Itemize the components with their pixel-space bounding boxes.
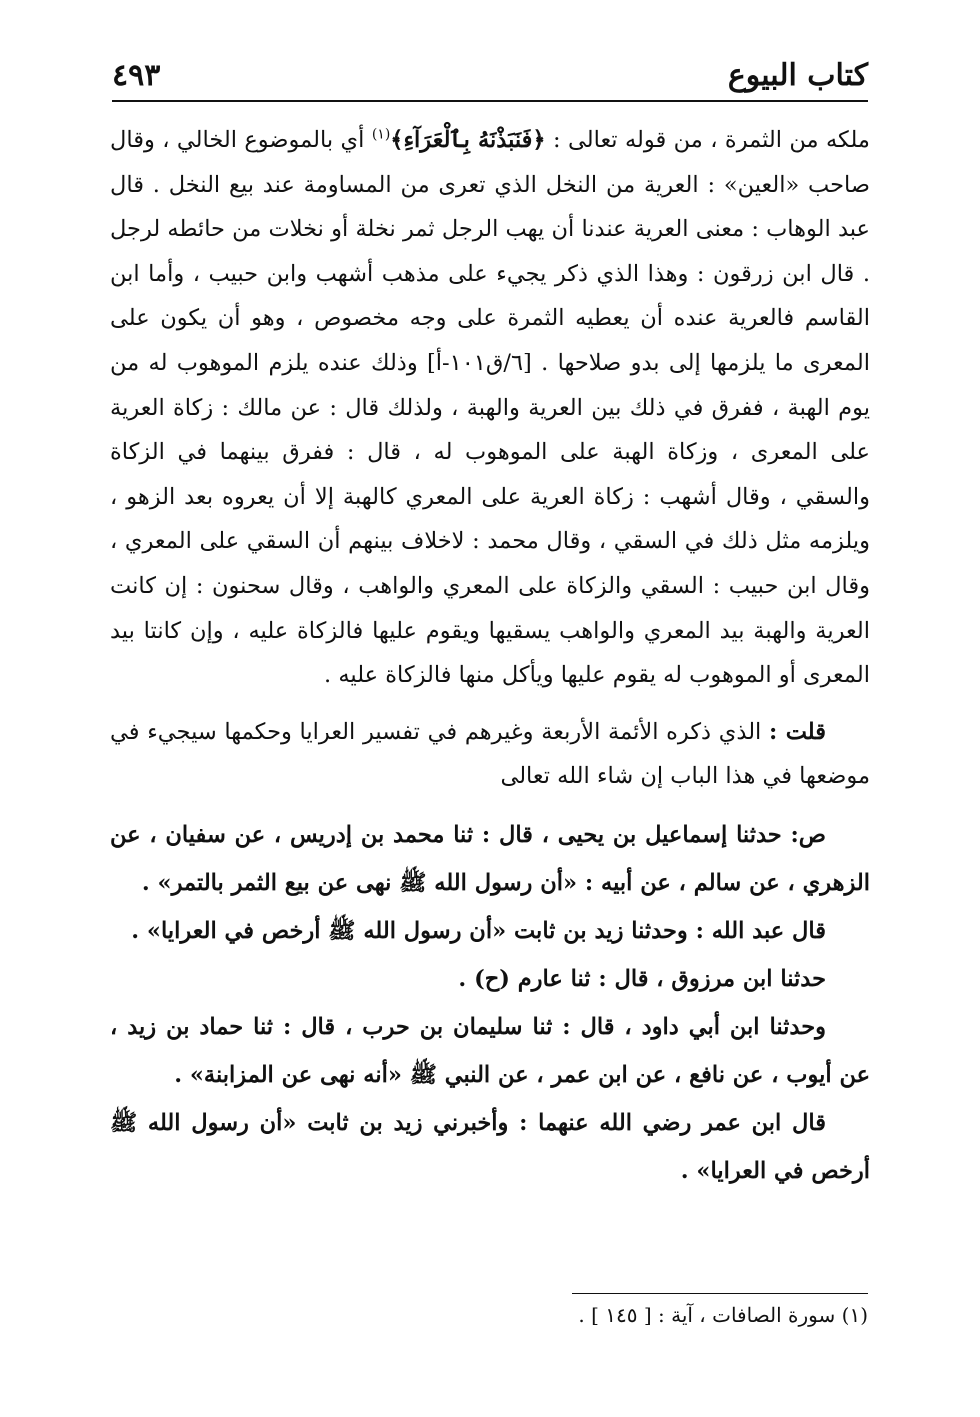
- note-label: قلت :: [769, 718, 827, 745]
- note-paragraph: [110, 710, 870, 799]
- commentary-paragraph: [110, 118, 870, 698]
- paragraph-lead: ملكه من الثمرة ، من قوله تعالى :: [545, 127, 870, 153]
- hadith-paragraph: [110, 811, 870, 907]
- page-body: [110, 118, 870, 1195]
- paragraph-gap: [110, 799, 870, 811]
- footnote-separator: [572, 1293, 868, 1294]
- hadith-paragraph: قال عبد الله : وحدثنا زيد بن ثابت «أن رسول الله ﷺ أرخص في العرايا» .: [131, 917, 826, 944]
- footnote: (١) سورة الصافات ، آية : [ ١٤٥ ] .: [578, 1303, 868, 1327]
- header-rule: [112, 100, 868, 102]
- page-number: ٤٩٣: [112, 58, 161, 93]
- note-text: الذي ذكره الأئمة الأربعة وغيرهم في تفسير العرايا وحكمها سيجيء في موضعها في هذا الباب إن شاء الله تعالى: [110, 718, 870, 790]
- paragraph-text: أي بالموضوع الخالي ، وقال صاحب «العين» : العرية من النخل الذي تعرى من المساومة عند بيع النخل . قال عبد الوهاب : معنى العرية عندنا أن يهب الرجل ثمر نخلة أو نخلات من حائطه لرجل . قال ابن زرقون : وهذا الذي ذكر يجيء على مذهب أشهب وابن حبيب ، وأما ابن القاسم فالعرية عنده أن يعطيه الثمرة على وجه مخصوص ، وهو أن يكون على المعرى ما يلزمها إلى بدو صلاحها . [٦/ق١٠١-أ] وذلك عنده يلزم الموهوب له من يوم الهبة ، ففرق في ذلك بين العرية والهبة ، ولذلك قال : عن مالك : زكاة العرية على المعرى ، وزكاة الهبة على الموهوب له ، قال : ففرق بينهما في الزكاة والسقي ، وقال أشهب : زكاة العرية على المعري كالهبة إلا أن يعروه بعد الزهو ، ويلزمه مثل ذلك في السقي ، وقال محمد : لاخلاف بينهم أن السقي على المعري ، وقال ابن حبيب : السقي والزكاة على المعري والواهب ، وقال سحنون : إن كانت العرية والهبة بيد المعري والواهب يسقيها ويقوم عليها فالزكاة عليه ، وإن كانتا بيد المعرى أو الموهوب له يقوم عليها ويأكل منها فالزكاة عليه .: [110, 127, 870, 689]
- hadith-label: ص:: [790, 821, 826, 848]
- hadith-paragraph: وحدثنا ابن أبي داود ، قال : ثنا سليمان بن حرب ، قال : ثنا حماد بن زيد ، عن أيوب ، عن نافع ، عن ابن عمر ، عن النبي ﷺ «أنه نهى عن المزابنة» .: [110, 1013, 870, 1088]
- hadith-paragraph: قال ابن عمر رضي الله عنهما : وأخبرني زيد بن ثابت «أن رسول الله ﷺ أرخص في العرايا» .: [110, 1109, 870, 1184]
- running-title: كتاب البيوع: [727, 58, 868, 93]
- footnote-ref: (١): [371, 126, 391, 143]
- quran-verse: ﴿فَنَبَذْنَهُ بِٱلْعَرَآءِ﴾: [390, 127, 546, 153]
- hadith-text: حدثنا إسماعيل بن يحيى ، قال : ثنا محمد بن إدريس ، عن سفيان ، عن الزهري ، عن سالم ، عن أبيه : «أن رسول الله ﷺ نهى عن بيع الثمر بالتمر» .: [110, 821, 870, 896]
- hadith-paragraph: حدثنا ابن مرزوق ، قال : ثنا عارم (ح) .: [458, 965, 826, 992]
- paragraph-gap: [110, 698, 870, 710]
- page-header: [112, 52, 868, 96]
